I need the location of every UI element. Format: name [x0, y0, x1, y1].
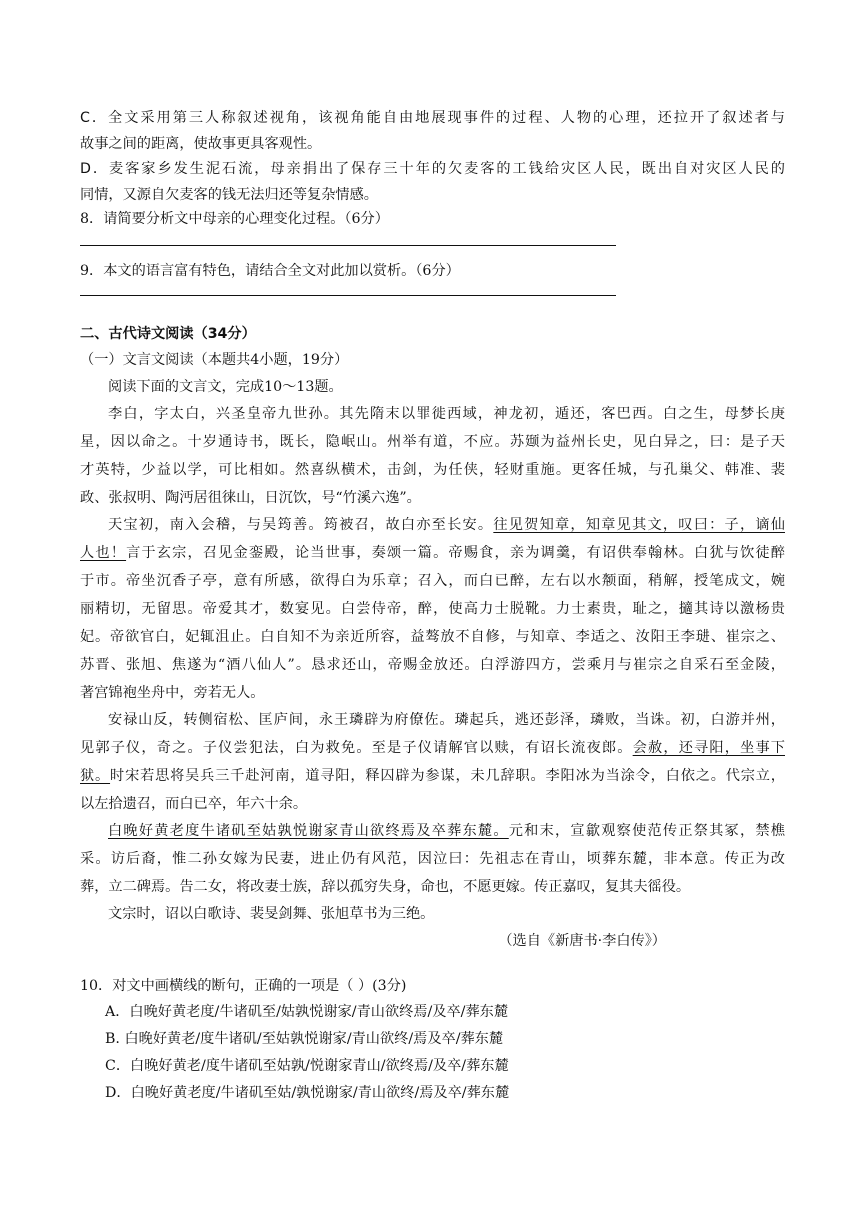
passage-p2-line6: 苏晋、张旭、焦遂为“酒八仙人”。恳求还山，帝赐金放还。白浮游四方，尝乘月与崔宗之自采石至金陵， — [80, 657, 785, 673]
p3-line2-text: 见郭子仪，奇之。子仪尝犯法，白为救免。至是子仪请解官以赎，有诏长流夜郎。 — [80, 740, 633, 756]
passage-p3-line2 — [80, 739, 785, 757]
q10-option-a[interactable]: A．白晚好黄老度/牛诸矶至/姑孰悦谢家/青山欲终焉/及卒/葬东麓 — [105, 1004, 509, 1020]
question-9: 9．本文的语言富有特色，请结合全文对此加以赏析。（6分） — [80, 263, 460, 279]
q10-option-c[interactable]: C．白晚好黄老/度牛诸矶至姑孰/悦谢家青山/欲终焉/及卒/葬东麓 — [105, 1058, 509, 1074]
passage-source: （选自《新唐书·李白传》） — [498, 933, 666, 949]
answer-line-q9[interactable] — [80, 295, 616, 296]
passage-p3-line1: 安禄山反，转侧宿松、匡庐间，永王璘辟为府僚佐。璘起兵，逃还彭泽，璘败，当诛。初，白游并州， — [108, 712, 785, 728]
p2-line1-text: 天宝初，南入会稽，与吴筠善。筠被召，故白亦至长安。 — [108, 517, 494, 533]
option-d-line2: 同情，又源自欠麦客的钱无法归还等复杂情感。 — [80, 187, 378, 203]
passage-p2-line7: 著宫锦袍坐舟中，旁若无人。 — [80, 685, 265, 701]
p2-underlined-sentence-a: 往见贺知章，知章见其文，叹曰：子，谪仙 — [493, 517, 785, 533]
passage-p4-line3: 葬，立二碑焉。告二女，将改妻士族，辞以孤穷失身，命也，不愿更嫁。传正嘉叹，复其夫徭役。 — [80, 879, 691, 895]
q10-option-d[interactable]: D．白晚好黄老度/牛诸矶至姑/孰悦谢家/青山欲终/焉及卒/葬东麓 — [105, 1085, 510, 1101]
reading-instruction: 阅读下面的文言文，完成10～13题。 — [108, 379, 343, 395]
option-d-line1: D．麦客家乡发生泥石流，母亲捐出了保存三十年的欠麦客的工钱给灾区人民，既出自对灾区人民的 — [80, 161, 785, 177]
passage-p2-line3: 于市。帝坐沉香子亭，意有所感，欲得白为乐章；召入，而白已醉，左右以水颒面，稍解，授笔成文，婉 — [80, 573, 785, 589]
subsection-1-title: （一）文言文阅读（本题共4小题，19分） — [80, 352, 349, 368]
p2-line2-text: 言于玄宗，召见金銮殿，论当世事，奏颂一篇。帝赐食，亲为调羹，有诏供奉翰林。白犹与饮徒醉 — [126, 545, 785, 561]
passage-p2-line4: 丽精切，无留思。帝爱其才，数宴见。白尝侍帝，醉，使高力士脱靴。力士素贵，耻之，擿其诗以激杨贵 — [80, 601, 785, 617]
p4-underlined-sentence: 白晚好黄老度牛诸矶至姑孰悦谢家青山欲终焉及卒葬东麓。 — [108, 823, 509, 839]
passage-p1-line4: 政、张叔明、陶沔居徂徕山，日沉饮，号“竹溪六逸”。 — [80, 490, 421, 506]
p3-line3-text: 时宋若思将吴兵三千赴河南，道寻阳，释囚辟为参谋，未几辞职。李阳冰为当涂令，白依之。代宗立， — [110, 768, 785, 784]
passage-p2-line1 — [108, 516, 785, 534]
passage-p3-line4: 以左拾遗召，而白已卒，年六十余。 — [80, 796, 308, 812]
question-8: 8．请简要分析文中母亲的心理变化过程。（6分） — [80, 211, 389, 227]
p2-underlined-sentence-b: 人也！ — [80, 545, 127, 561]
passage-p1-line3: 才英特，少益以学，可比相如。然喜纵横术，击剑，为任侠，轻财重施。更客任城，与孔巢父、韩准、裴 — [80, 462, 785, 478]
passage-p1-line1: 李白，字太白，兴圣皇帝九世孙。其先隋末以罪徙西域，神龙初，遁还，客巴西。白之生，母梦长庚 — [108, 406, 785, 422]
q10-option-b[interactable]: B. 白晚好黄老/度牛诸矶/至姑孰悦谢家/青山欲终/焉及卒/葬东麓 — [105, 1031, 504, 1047]
answer-line-q8[interactable] — [80, 245, 616, 246]
passage-p1-line2: 星，因以命之。十岁通诗书，既长，隐岷山。州举有道，不应。苏颋为益州长史，见白异之，曰：是子天 — [80, 434, 785, 450]
option-c-line2: 故事之间的距离，使故事更具客观性。 — [80, 136, 322, 152]
p3-underlined-sentence-a: 会赦，还寻阳，坐事下 — [632, 740, 785, 756]
section-2-title: 二、古代诗文阅读（34分） — [80, 326, 256, 342]
question-10-stem: 10．对文中画横线的断句，正确的一项是（ ）(3分) — [80, 978, 407, 994]
option-c-line1: C．全文采用第三人称叙述视角，该视角能自由地展现事件的过程、人物的心理，还拉开了叙述者与 — [80, 110, 785, 126]
passage-p4-line2: 采。访后裔，惟二孙女嫁为民妻，进止仍有风范，因泣曰：先祖志在青山，顷葬东麓，非本意。传正为改 — [80, 851, 785, 867]
passage-p4-line1 — [108, 822, 785, 840]
passage-p2-line2 — [80, 544, 785, 562]
passage-p3-line3 — [80, 767, 785, 785]
p3-underlined-sentence-b: 狱。 — [80, 768, 111, 784]
passage-p5: 文宗时，诏以白歌诗、裴旻剑舞、张旭草书为三绝。 — [108, 906, 435, 922]
passage-p2-line5: 妃。帝欲官白，妃辄沮止。白自知不为亲近所容，益骜放不自修，与知章、李适之、汝阳王李琎、崔宗之、 — [80, 629, 785, 645]
p4-line1-text: 元和末，宣歙观察使范传正祭其冢，禁樵 — [508, 823, 785, 839]
